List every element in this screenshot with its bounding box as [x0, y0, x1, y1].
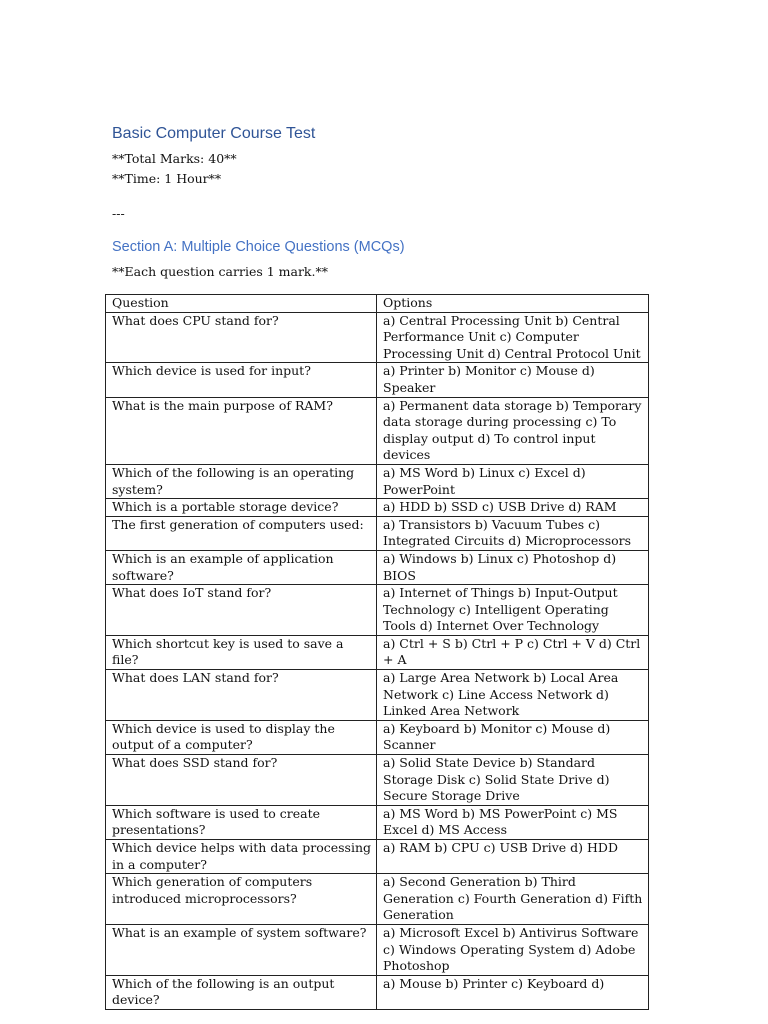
table-row [106, 874, 649, 925]
table-row [106, 805, 649, 839]
table-row [106, 720, 649, 754]
options-cell: a) Transistors b) Vacuum Tubes c) Integrated Circuits d) Microprocessors [377, 516, 649, 550]
options-cell: a) Ctrl + S b) Ctrl + P c) Ctrl + V d) Ctrl + A [377, 635, 649, 669]
table-body [106, 312, 649, 1009]
table-row [106, 975, 649, 1009]
options-cell: a) HDD b) SSD c) USB Drive d) RAM [377, 499, 649, 517]
section-title: Section A: Multiple Choice Questions (MCQs) [112, 239, 405, 255]
question-cell: What does SSD stand for? [106, 755, 377, 806]
question-cell: What is an example of system software? [106, 924, 377, 975]
options-cell: a) Windows b) Linux c) Photoshop d) BIOS [377, 550, 649, 584]
table-row [106, 499, 649, 517]
options-cell: a) Internet of Things b) Input-Output Technology c) Intelligent Operating Tools d) Internet Over Technology [377, 585, 649, 636]
table-row [106, 755, 649, 806]
section-note: **Each question carries 1 mark.** [112, 264, 328, 279]
time-limit: **Time: 1 Hour** [112, 171, 222, 186]
table-row [106, 585, 649, 636]
question-cell: Which is a portable storage device? [106, 499, 377, 517]
header-question: Question [106, 295, 377, 313]
document-title: Basic Computer Course Test [112, 125, 316, 142]
options-cell: a) Permanent data storage b) Temporary data storage during processing c) To display output d) To control input devices [377, 397, 649, 464]
options-cell: a) Microsoft Excel b) Antivirus Software c) Windows Operating System d) Adobe Photoshop [377, 924, 649, 975]
question-cell: What does LAN stand for? [106, 670, 377, 721]
question-cell: Which software is used to create presentations? [106, 805, 377, 839]
question-cell: Which of the following is an output device? [106, 975, 377, 1009]
table-row [106, 363, 649, 397]
table-row [106, 397, 649, 464]
question-cell: Which generation of computers introduced microprocessors? [106, 874, 377, 925]
options-cell: a) Second Generation b) Third Generation c) Fourth Generation d) Fifth Generation [377, 874, 649, 925]
table-row [106, 464, 649, 498]
options-cell: a) Central Processing Unit b) Central Performance Unit c) Computer Processing Unit d) Central Protocol Unit [377, 312, 649, 363]
question-cell: Which is an example of application software? [106, 550, 377, 584]
table-row [106, 312, 649, 363]
divider: --- [112, 206, 125, 221]
question-cell: The first generation of computers used: [106, 516, 377, 550]
table-row [106, 516, 649, 550]
mcq-table [105, 294, 649, 1010]
options-cell: a) MS Word b) MS PowerPoint c) MS Excel d) MS Access [377, 805, 649, 839]
question-cell: What is the main purpose of RAM? [106, 397, 377, 464]
options-cell: a) Solid State Device b) Standard Storage Disk c) Solid State Drive d) Secure Storage Drive [377, 755, 649, 806]
question-cell: Which of the following is an operating system? [106, 464, 377, 498]
total-marks: **Total Marks: 40** [112, 151, 237, 166]
table-row [106, 550, 649, 584]
question-cell: Which device helps with data processing in a computer? [106, 840, 377, 874]
options-cell: a) RAM b) CPU c) USB Drive d) HDD [377, 840, 649, 874]
table-row [106, 840, 649, 874]
header-options: Options [377, 295, 649, 313]
table-row [106, 670, 649, 721]
question-cell: Which device is used for input? [106, 363, 377, 397]
table-row [106, 924, 649, 975]
options-cell: a) Keyboard b) Monitor c) Mouse d) Scanner [377, 720, 649, 754]
question-cell: What does CPU stand for? [106, 312, 377, 363]
options-cell: a) MS Word b) Linux c) Excel d) PowerPoint [377, 464, 649, 498]
options-cell: a) Printer b) Monitor c) Mouse d) Speaker [377, 363, 649, 397]
question-cell: Which shortcut key is used to save a file? [106, 635, 377, 669]
table-header-row [106, 295, 649, 313]
question-cell: What does IoT stand for? [106, 585, 377, 636]
options-cell: a) Large Area Network b) Local Area Network c) Line Access Network d) Linked Area Network [377, 670, 649, 721]
question-cell: Which device is used to display the output of a computer? [106, 720, 377, 754]
table-row [106, 635, 649, 669]
options-cell: a) Mouse b) Printer c) Keyboard d) [377, 975, 649, 1009]
